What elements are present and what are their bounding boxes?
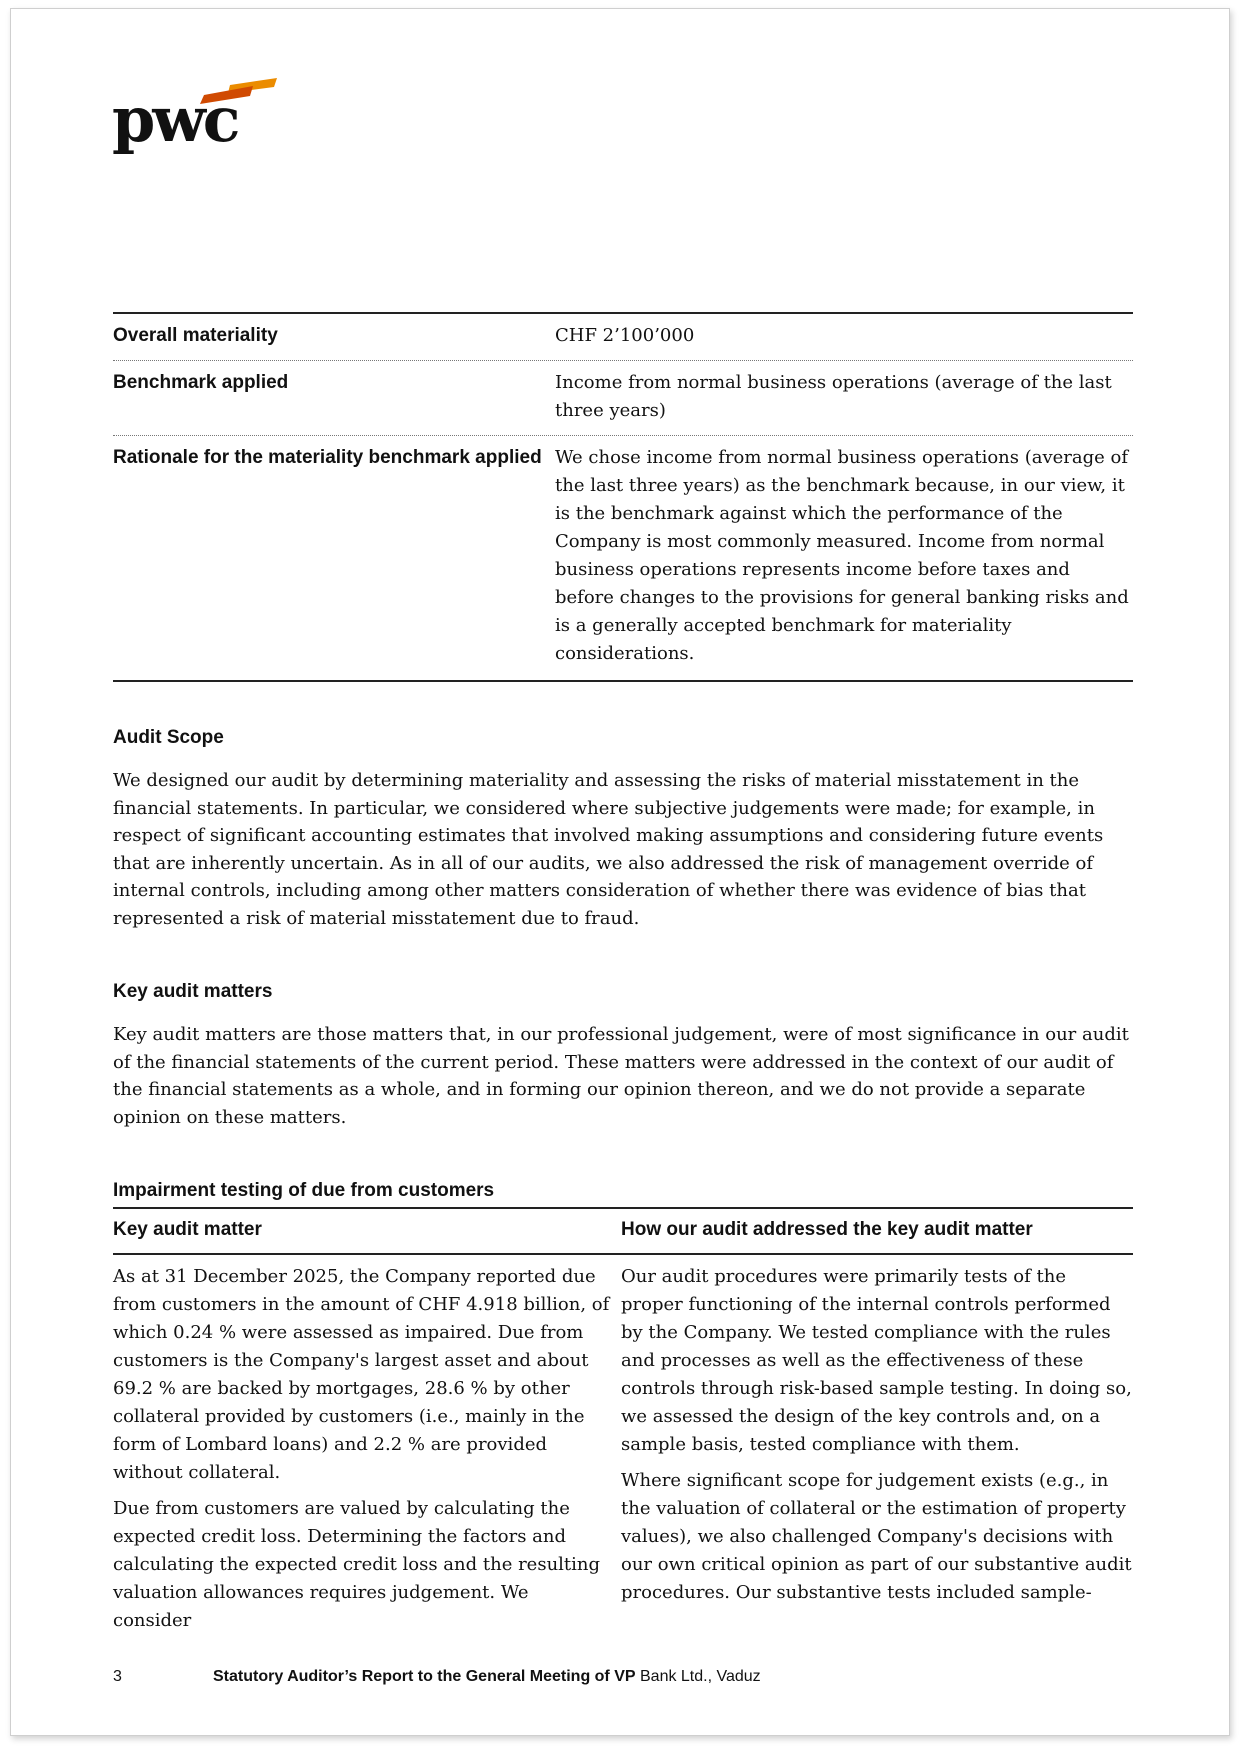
key-audit-matter-table — [113, 1207, 1133, 1643]
column-header-key-audit-matter: Key audit matter — [113, 1219, 262, 1240]
table-row — [113, 436, 1133, 680]
audit-scope-heading: Audit Scope — [113, 727, 224, 748]
key-audit-matter-column — [113, 1263, 621, 1643]
row-value: Income from normal business operations (average of the last three years) — [555, 372, 1112, 421]
row-value: CHF 2’100’000 — [555, 325, 695, 346]
row-label: Rationale for the materiality benchmark applied — [113, 447, 542, 468]
kam-left-paragraph: Due from customers are valued by calculating the expected credit loss. Determining the factors and calculating the expected credit loss and the resulting valuation allowances requires judgement. We consider — [113, 1498, 601, 1631]
impairment-section-title — [113, 1180, 1133, 1202]
row-label: Benchmark applied — [113, 372, 289, 393]
materiality-table — [113, 312, 1133, 682]
key-audit-matters-section — [113, 981, 1133, 1131]
footer-title-bold: Statutory Auditor’s Report to the General Meeting of VP — [213, 1668, 636, 1685]
kam-left-paragraph: As at 31 December 2025, the Company reported due from customers in the amount of CHF 4.918 billion, of which 0.24 % were assessed as impaired. Due from customers is the Company's largest asset and about 69.2 % are backed by mortgages, 28.6 % by other collateral provided by customers (i.e., mainly in the form of Lombard loans) and 2.2 % are provided without collateral. — [113, 1266, 610, 1483]
audit-scope-section — [113, 727, 1133, 932]
row-value: We chose income from normal business operations (average of the last three years) as the benchmark because, in our view, it is the benchmark against which the performance of the Company is most commonly measured. Income from normal business operations represents income before taxes and before changes to the provisions for general banking risks and is a generally accepted benchmark for materiality considerations. — [555, 447, 1129, 664]
key-audit-matters-text: Key audit matters are those matters that, in our professional judgement, were of most significance in our audit of the financial statements of the current period. These matters were addressed in the context of our audit of the financial statements as a whole, and in forming our opinion thereon, and we do not provide a separate opinion on these matters. — [113, 1024, 1129, 1128]
table-header — [113, 1207, 1133, 1255]
row-label: Overall materiality — [113, 325, 278, 346]
table-body — [113, 1255, 1133, 1643]
pwc-logo — [112, 73, 282, 163]
kam-right-paragraph: Our audit procedures were primarily tests of the proper functioning of the internal controls performed by the Company. We tested compliance with the rules and processes as well as the effectiveness of these controls through risk-based sample testing. In doing so, we assessed the design of the key controls and, on a sample basis, tested compliance with them. — [621, 1266, 1132, 1455]
table-row — [113, 314, 1133, 361]
footer-title-regular: Bank Ltd., Vaduz — [635, 1668, 761, 1685]
column-header-how-addressed: How our audit addressed the key audit matter — [621, 1219, 1033, 1240]
logo-wordmark: pwc — [112, 83, 238, 156]
key-audit-matters-heading: Key audit matters — [113, 981, 273, 1002]
audit-scope-text: We designed our audit by determining materiality and assessing the risks of material misstatement in the financial statements. In particular, we considered where subjective judgements were made; for example, in respect of significant accounting estimates that involved making assumptions and considering future events that are inherently uncertain. As in all of our audits, we also addressed the risk of management override of internal controls, including among other matters consideration of whether there was evidence of bias that represented a risk of material misstatement due to fraud. — [113, 770, 1104, 929]
footer-title — [213, 1668, 761, 1686]
table-row — [113, 361, 1133, 436]
page-number: 3 — [113, 1668, 122, 1685]
how-addressed-column — [621, 1263, 1133, 1643]
impairment-heading: Impairment testing of due from customers — [113, 1180, 495, 1201]
kam-right-paragraph: Where significant scope for judgement exists (e.g., in the valuation of collateral or the estimation of property values), we also challenged Company's decisions with our own critical opinion as part of our substantive audit procedures. Our substantive tests included sample- — [621, 1470, 1132, 1603]
